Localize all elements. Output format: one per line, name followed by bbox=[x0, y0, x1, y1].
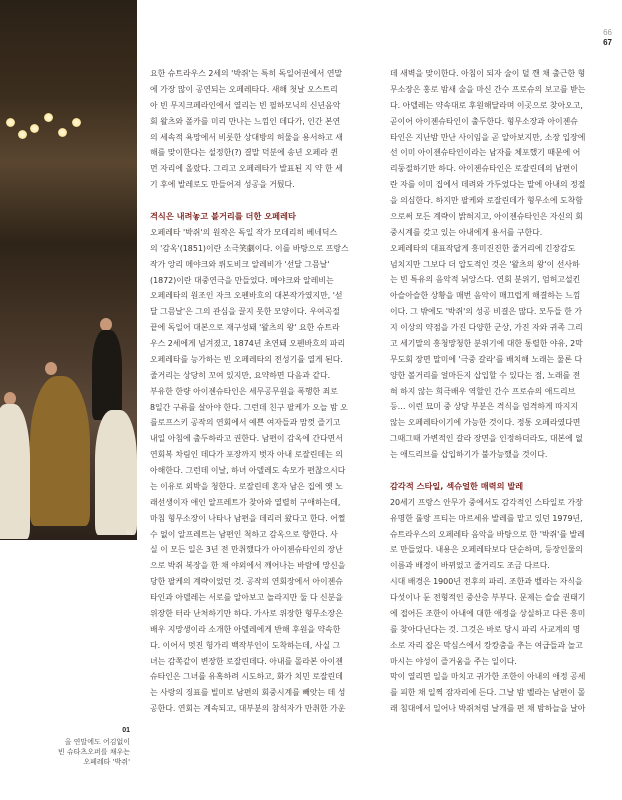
text-line: 않는 오페레타이기에 가능한 것이다. 정통 오페라였다면 bbox=[390, 418, 581, 428]
text-line: 먼 자리에 올랐다. 그리고 오페레타가 발표된 지 약 한 세 bbox=[150, 164, 343, 174]
chandelier-light bbox=[18, 130, 27, 139]
text-line: 회 왈츠와 폴카를 미리 만나는 느낌인 데다가, 인간 본연 bbox=[150, 116, 341, 126]
text-line: 래선생이자 애인 알프레트가 찾아와 열렬히 구애하는데, bbox=[150, 497, 341, 507]
text-line: 실 이 모든 일은 3년 전 만취했다가 아이젠슈타인의 장난 bbox=[150, 545, 343, 555]
page-number-right: 67 bbox=[603, 38, 612, 47]
text-line: 넘치지만 그보다 더 압도적인 것은 '왈츠의 왕'이 선사하 bbox=[390, 259, 580, 269]
text-line: 연회복 차림인 데다가 포장까지 벗자 아내 로잘린데는 의 bbox=[150, 450, 343, 460]
text-line: 끝에 독일어 대본으로 재구성돼 '왈츠의 왕' 요한 슈트라 bbox=[150, 323, 340, 333]
text-line: (1872)이란 대중연극을 만들었다. 메야크와 알레비는 bbox=[150, 275, 334, 285]
text-line: 무소장은 홍로 밤새 술을 마신 간수 프로슈의 보고를 받는 bbox=[390, 84, 586, 94]
text-line: 배우 지망생이라 소개한 아델레에게 반해 후원을 약속한 bbox=[150, 624, 341, 634]
text-line: 이름과 배경이 바뀌었고 줄거리도 조금 다르다. bbox=[390, 561, 550, 571]
caption-number: 01 bbox=[122, 727, 130, 734]
text-line: 부유한 한량 아이젠슈타인은 세무공무원을 폭행한 죄로 bbox=[150, 386, 338, 396]
text-line: 란 자를 이미 집에서 데려와 가두었다는 말에 아내의 정절 bbox=[390, 180, 586, 190]
caption-line: 오페레타 '박쥐' bbox=[83, 758, 130, 766]
paragraph bbox=[150, 384, 370, 717]
text-line: 다. 이어서 멋진 헝가리 백작부인이 도착하는데, 사실 그 bbox=[150, 640, 341, 650]
chandelier-light bbox=[44, 113, 53, 122]
text-line: 오페레타를 능가하는 빈 오페레타의 전성기를 열게 된다. bbox=[150, 354, 343, 364]
text-line: 의 '감옥'(1851)이란 소극笑劇이다. 이를 바탕으로 프랑스 bbox=[150, 243, 349, 253]
text-line: 기 후에 발레로도 만들어져 성공을 거뒀다. bbox=[150, 180, 295, 190]
text-line: 유명한 롤랑 프티는 마르세유 발레를 맡고 있던 1979년, bbox=[390, 513, 583, 523]
text-line: 를로프스키 공작의 연회에서 예쁜 여자들과 맘껏 즐기고 bbox=[150, 418, 341, 428]
paragraph bbox=[150, 66, 370, 193]
performer-figure bbox=[30, 376, 90, 526]
text-line: 를 찾아다닌다는 것. 그것은 바로 당시 파리 사교계의 명 bbox=[390, 624, 581, 634]
text-line: 20세기 프랑스 안무가 중에서도 감각적인 스타일로 가장 bbox=[390, 497, 583, 507]
text-line: 타인과 아델레는 서로를 알아보고 놀라지만 둘 다 신분을 bbox=[150, 593, 343, 602]
text-line: 데 새벽을 맞이한다. 아침이 되자 술이 덜 깬 채 출근한 형 bbox=[390, 69, 586, 78]
text-line: 고 세기말의 흥청망청한 분위기에 대한 통렬한 야유, 2막 bbox=[390, 338, 583, 348]
text-line: 녀는 감쪽같이 변장한 로잘린데다. 아내를 몰라본 아이젠 bbox=[150, 656, 343, 666]
text-line: 이다. 그 밖에도 '박쥐'의 성공 비결은 많다. 모두들 한 가 bbox=[390, 307, 582, 317]
performer-figure bbox=[45, 362, 57, 375]
text-line: 달 그믐날'은 그의 관심을 끌지 못한 모양이다. 우여곡절 bbox=[150, 307, 340, 317]
text-line: 곧이어 아이젠슈타인이 출두한다. 형무소장과 아이젠슈 bbox=[390, 116, 578, 126]
text-line: 으로 박쥐 복장을 한 채 야외에서 깨어나는 바람에 망신을 bbox=[150, 561, 346, 571]
text-column-right bbox=[390, 66, 615, 717]
text-line: 지 이상의 약점을 가진 다양한 군상, 가진 자와 귀족 그리 bbox=[390, 323, 583, 332]
text-line: 의 세속적 욕망에서 비롯한 상대방의 허물을 용서하고 새 bbox=[150, 132, 343, 142]
paragraph bbox=[390, 574, 615, 717]
chandelier-light bbox=[72, 118, 81, 127]
text-line: 마시는 야성이 즐거움을 주는 일이다. bbox=[390, 656, 517, 666]
text-line: 오페레타의 대표작답게 흥미진진한 줄거리에 긴장감도 bbox=[390, 243, 576, 253]
performer-figure bbox=[92, 330, 122, 420]
text-line: 에 접어든 조한이 아내에 대한 애정을 상실하고 다른 흥미 bbox=[390, 608, 586, 618]
opera-photo bbox=[0, 0, 137, 540]
performer-figure bbox=[95, 410, 137, 535]
text-line: 당한 팔케의 계략이었던 것. 공작의 연회장에서 아이젠슈 bbox=[150, 577, 343, 587]
text-line: 타인은 지난밤 만난 사이임을 곧 알아보지만, 소장 입장에 bbox=[390, 132, 586, 142]
paragraph bbox=[390, 66, 615, 241]
chandelier-light bbox=[58, 128, 67, 137]
paragraph bbox=[150, 225, 370, 384]
text-line: 오페레타의 원조인 자크 오펜바흐의 대본작가였지만, '섣 bbox=[150, 291, 343, 301]
text-line: 공한다. 연회는 계속되고, 대부분의 참석자가 만취한 가운 bbox=[150, 704, 346, 714]
text-line: 마침 형무소장이 나타나 남편을 데리러 왔다고 한다. 어쩔 bbox=[150, 513, 346, 523]
text-line: 를 피한 채 일찍 잠자리에 든다. 그날 밤 벨라는 남편이 몰 bbox=[390, 688, 586, 698]
text-line: 소로 자리 잡은 막심스에서 캉캉춤을 추는 여급들과 놀고 bbox=[390, 640, 583, 650]
photo-number: 01 bbox=[126, 531, 133, 537]
text-line: 중시계를 갖고 있는 아내에게 용서를 구한다. bbox=[390, 227, 543, 237]
page-number-left: 66 bbox=[603, 28, 612, 37]
text-line: 시대 배경은 1900년 전후의 파리. 조한과 벨라는 자식을 bbox=[390, 577, 583, 587]
text-line: 양한 볼거리를 얼마든지 삽입할 수 있다는 점, 노래를 전 bbox=[390, 370, 581, 380]
section-heading: 감각적 스타일, 섹슈얼한 매력의 발레 bbox=[390, 480, 524, 491]
chandelier-light bbox=[30, 124, 39, 133]
text-line: 막이 열리면 일을 마치고 귀가한 조한이 아내의 애정 공세 bbox=[390, 672, 586, 682]
page-number bbox=[603, 28, 612, 48]
text-line: 래 침대에서 일어나 박쥐처럼 날개를 편 채 밤하늘을 날아 bbox=[390, 704, 586, 714]
text-line: 해를 맞이한다는 설정한(?) 결말 덕분에 송년 오페라 퀸 bbox=[150, 148, 338, 158]
text-line: 리둥절하기만 하다. 아이젠슈타인은 로잘린데의 남편이 bbox=[390, 164, 578, 174]
text-line: 는 사랑의 징표를 빌미로 남편의 회중시계를 빼앗는 데 성 bbox=[150, 688, 346, 698]
text-line: 등… 이런 묘미 중 상당 부분은 격식을 엄격하게 따지지 bbox=[390, 402, 579, 412]
text-line: 수 없이 알프레트는 남편인 척하고 감옥으로 향한다. 사 bbox=[150, 529, 338, 539]
chandelier-light bbox=[6, 118, 15, 127]
paragraph bbox=[390, 241, 615, 463]
text-line: 위장한 터라 난처하기만 하다. 가사로 위장한 형무소장은 bbox=[150, 608, 343, 618]
text-line: 요한 슈트라우스 2세의 '박쥐'는 특히 독일어권에서 연말 bbox=[150, 69, 343, 78]
text-line: 슈트라우스의 오페레타 음악을 바탕으로 한 '박쥐'를 발레 bbox=[390, 529, 585, 539]
text-column-left bbox=[150, 66, 370, 717]
text-line: 을 의심한다. 하지만 팔케와 로잘린데가 형무소에 도착함 bbox=[390, 196, 583, 205]
text-line: 내일 아침에 출두하라고 권한다. 남편이 감옥에 간다면서 bbox=[150, 434, 343, 444]
text-line: 줄거리는 상당히 꼬여 있지만, 요약하면 다음과 같다. bbox=[150, 370, 331, 380]
text-line: 다. 아델레는 약속대로 후원해달라며 이곳으로 찾아오고, bbox=[390, 100, 583, 110]
text-line: 는 빈 특유의 음악적 뉘앙스다. 연회 분위기, 엄허고설킨 bbox=[390, 275, 581, 285]
text-line: 우스 2세에게 넘겨졌고, 1874년 초연돼 오펜바흐의 파리 bbox=[150, 339, 346, 348]
performer-figure bbox=[0, 404, 30, 539]
text-line: 아 빈 무지크페라인에서 열리는 빈 필하모닉의 신년음악 bbox=[150, 100, 341, 110]
text-line: 선 이미 아이젠슈타인이라는 남자를 체포했기 때문에 어 bbox=[390, 148, 581, 158]
text-line: 로 만들었다. 내용은 오페레타보다 단순하며, 등장인물의 bbox=[390, 545, 583, 555]
text-line: 그때그때 가변적인 갈라 장면을 인정하더라도, 대본에 없 bbox=[390, 434, 583, 444]
text-line: 는 이유로 외박을 청한다. 로잘린데 혼자 남은 집에 옛 노 bbox=[150, 481, 343, 491]
section-heading: 격식은 내려놓고 볼거리를 더한 오페레타 bbox=[150, 211, 296, 221]
text-line: 혀 하지 않는 희극배우 역할인 간수 프로슈의 애드리브 bbox=[390, 386, 576, 396]
photo-caption bbox=[0, 727, 130, 767]
text-line: 무도회 장면 말미에 '극중 갈라'를 배치해 노래는 물론 다 bbox=[390, 354, 583, 364]
text-line: 에 가장 많이 공연되는 오페레타다. 새해 첫날 오스트리 bbox=[150, 84, 338, 94]
text-line: 오페레타 '박쥐'의 원작은 독일 작가 모데리히 베네딕스 bbox=[150, 227, 338, 237]
text-line: 슈타인은 그녀를 유혹하려 시도하고, 화가 치민 로잘린데 bbox=[150, 672, 343, 682]
caption-line: 빈 슈타츠오퍼를 채우는 bbox=[57, 748, 130, 756]
text-line: 는 애드리브를 삽입하기가 불가능했을 것이다. bbox=[390, 450, 548, 459]
text-line: 으로써 모든 계략이 밝혀지고, 아이젠슈타인은 자신의 회 bbox=[390, 211, 583, 221]
text-line: 다섯이나 둔 전형적인 중산층 부부다. 문제는 슬슬 권태기 bbox=[390, 593, 586, 602]
text-line: 아해한다. 그런데 이날, 하녀 아델레도 속모가 편찮으시다 bbox=[150, 466, 346, 475]
paragraph bbox=[390, 495, 615, 574]
text-line: 8일간 구류를 살아야 한다. 그런데 친구 팔케가 오늘 밤 오 bbox=[150, 402, 348, 412]
text-line: 아슬아슬한 상황을 매번 음악이 매끄럽게 해결하는 느낌 bbox=[390, 291, 581, 301]
text-line: 작가 앙리 메야크와 뤼도비크 알레비가 '선달 그믐날' bbox=[150, 259, 330, 269]
caption-line: 올 연말에도 어김없이 bbox=[64, 738, 130, 746]
